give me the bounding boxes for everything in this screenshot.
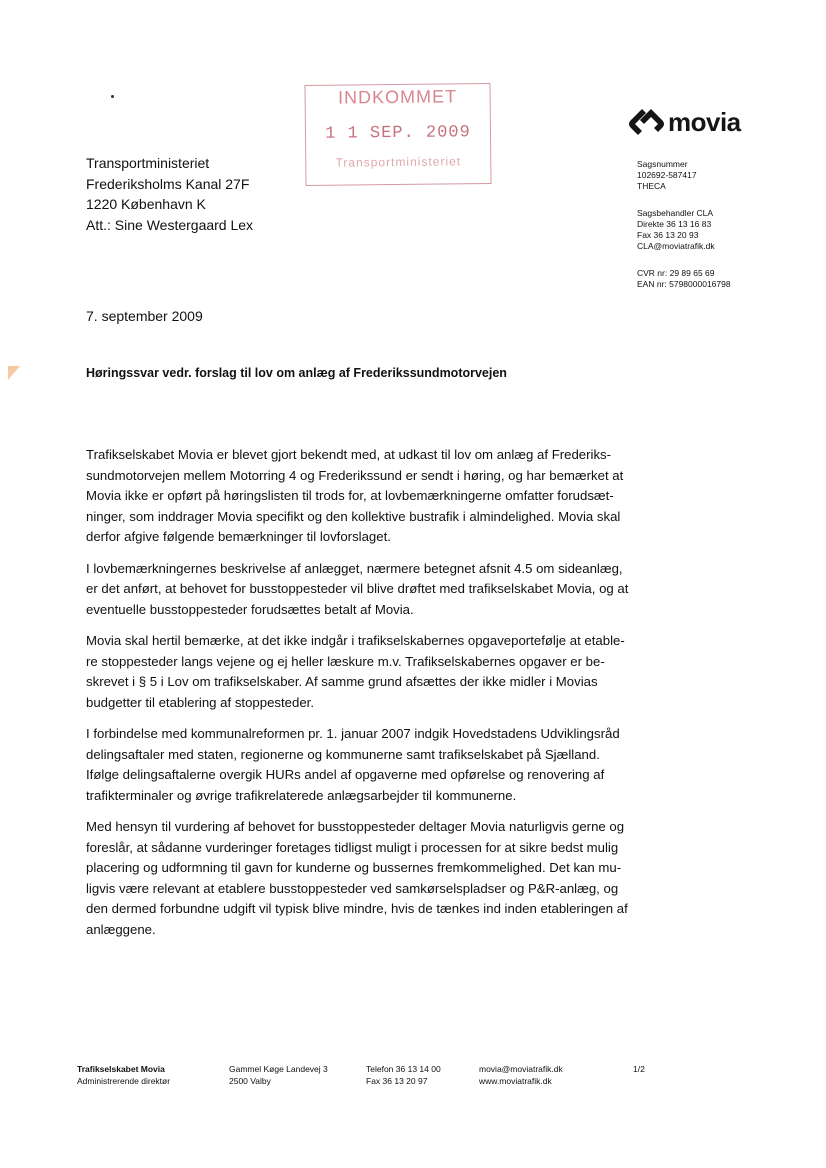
registry-info: [637, 268, 731, 290]
footer-fax: Fax 36 13 20 97: [366, 1075, 428, 1086]
handler-info: [637, 208, 715, 252]
ean-number: EAN nr: 5798000016798: [637, 279, 731, 289]
text-line: I forbindelse med kommunalreformen pr. 1. januar 2007 indgik Hovedstadens Udviklingsråd: [86, 726, 620, 741]
address-line: Frederiksholms Kanal 27F: [86, 175, 250, 192]
footer-phone: [366, 1064, 441, 1087]
letter-body: [86, 445, 646, 951]
text-line: derfor afgive følgende bemærkninger til lovforslaget.: [86, 529, 391, 544]
address-line: 1220 København K: [86, 196, 206, 212]
footer-contact: [479, 1064, 563, 1087]
page-number: 1/2: [633, 1064, 645, 1074]
footer-role: Administrerende direktør: [77, 1075, 171, 1086]
letter-subject: Høringssvar vedr. forslag til lov om anlæg af Frederikssundmotorvejen: [86, 366, 507, 380]
received-stamp: [304, 83, 491, 186]
text-line: budgetter til etablering af stoppesteder.: [86, 694, 315, 710]
paragraph: [86, 724, 646, 806]
text-line: placering og udformning til gavn for kunderne og bussernes fremkommelighed. Det kan mu-: [86, 860, 622, 875]
address-line: Transportministeriet: [86, 155, 210, 171]
paragraph: [86, 817, 646, 940]
footer-company-name: Trafikselskabet Movia: [77, 1064, 165, 1074]
text-line: Ifølge delingsaftalerne overgik HURs andel af opgaverne med opførelse og renovering af: [86, 767, 605, 782]
text-line: eventuelle busstoppesteder forudsættes betalt af Movia.: [86, 601, 414, 617]
footer-telephone: Telefon 36 13 14 00: [366, 1064, 441, 1074]
stamp-title: INDKOMMET: [338, 86, 458, 108]
handler-fax: Fax 36 13 20 93: [637, 230, 699, 240]
footer-company: [77, 1064, 170, 1087]
text-line: Med hensyn til vurdering af behovet for busstoppesteder deltager Movia naturligvis gerne og: [86, 819, 625, 834]
footer-address: [229, 1064, 328, 1087]
movia-chevron-icon: [624, 106, 664, 138]
case-number: 102692-587417: [637, 170, 697, 180]
text-line: sundmotorvejen mellem Motorring 4 og Frederikssund er sendt i høring, og har bemærket at: [86, 467, 624, 483]
stamp-org: Transportministeriet: [335, 154, 462, 170]
text-line: skrevet i § 5 i Lov om trafikselskaber. Af samme grund afsættes der ikke midler i Movias: [86, 674, 598, 689]
handler-label: Sagsbehandler CLA: [637, 208, 714, 218]
paragraph: [86, 631, 646, 713]
text-line: Trafikselskabet Movia er blevet gjort bekendt med, at udkast til lov om anlæg af Frederiks-: [86, 447, 612, 462]
footer-web: www.moviatrafik.dk: [479, 1075, 552, 1086]
footer-city: 2500 Valby: [229, 1075, 271, 1086]
logo-text: movia: [668, 106, 741, 137]
footer-page: [633, 1064, 645, 1076]
cvr-number: CVR nr: 29 89 65 69: [637, 268, 715, 278]
scan-corner-mark: [8, 366, 20, 394]
text-line: I lovbemærkningernes beskrivelse af anlægget, nærmere betegnet afsnit 4.5 om sideanlæg,: [86, 560, 623, 576]
paragraph: [86, 445, 646, 548]
handler-email: CLA@moviatrafik.dk: [637, 241, 715, 251]
stamp-date: 1 1 SEP. 2009: [325, 123, 471, 144]
text-line: anlæggene.: [86, 921, 156, 937]
text-line: trafikterminaler og øvrige trafikrelaterede anlægsarbejder til kommunerne.: [86, 787, 517, 803]
case-code: THECA: [637, 181, 666, 191]
handler-direct-phone: Direkte 36 13 16 83: [637, 219, 712, 229]
letter-date: 7. september 2009: [86, 308, 203, 324]
paragraph: [86, 559, 646, 621]
address-line: Att.: Sine Westergaard Lex: [86, 216, 254, 233]
footer-email: movia@moviatrafik.dk: [479, 1064, 563, 1074]
scan-speck: [111, 95, 114, 98]
movia-logo: [624, 106, 741, 138]
case-number-label: Sagsnummer: [637, 159, 688, 169]
text-line: den dermed forbundne udgift vil typisk blive mindre, hvis de tænkes ind inden etableringen af: [86, 901, 628, 916]
text-line: er det anført, at behovet for busstoppesteder vil blive drøftet med trafikselskabet Movia, og at: [86, 581, 629, 596]
text-line: delingsaftaler med staten, regionerne og kommunerne samt trafikselskabet på Sjælland.: [86, 746, 600, 762]
text-line: re stoppesteder langs vejene og ej heller læskure m.v. Trafikselskabernes opgaver er be-: [86, 653, 605, 669]
footer-street: Gammel Køge Landevej 3: [229, 1064, 328, 1074]
text-line: Movia skal hertil bemærke, at det ikke indgår i trafikselskabernes opgaveportefølje at etable-: [86, 633, 625, 648]
text-line: ligvis være relevant at etablere busstoppesteder ved samkørselspladser og P&R-anlæg, og: [86, 880, 619, 896]
case-info: [637, 159, 697, 192]
text-line: foreslår, at sådanne vurderinger foretages tidligst muligt i processen for at sikre bedst mulig: [86, 839, 619, 855]
text-line: ninger, som inddrager Movia specifikt og den kollektive bustrafik i almindelighed. Movia skal: [86, 508, 621, 524]
recipient-address: [86, 153, 253, 235]
text-line: Movia ikke er opført på høringslisten til trods for, at lovbemærkningerne omfatter forudsæt-: [86, 488, 614, 503]
